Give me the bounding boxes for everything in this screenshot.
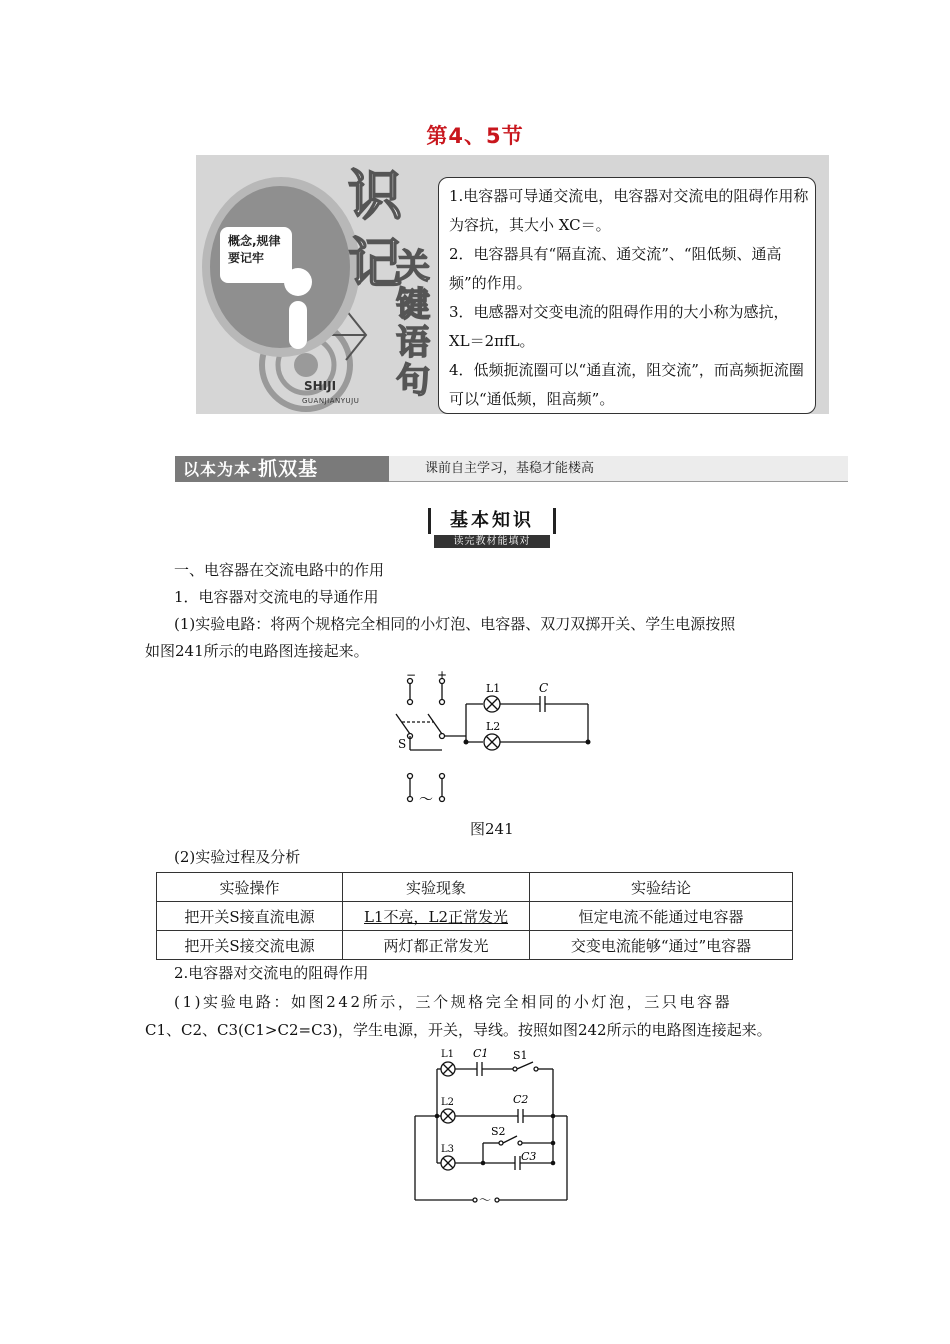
table-cell: 恒定电流不能通过电容器 — [530, 902, 793, 931]
paragraph-3-line-1: (1)实验电路：如图242所示，三个规格完全相同的小灯泡，三只电容器 — [174, 993, 733, 1011]
fig2-label-c2: C2 — [513, 1093, 529, 1106]
table-cell: L1不亮，L2正常发光 — [343, 902, 530, 931]
logo-text: SHIJI — [304, 379, 337, 393]
fig2-label-s2: S2 — [491, 1125, 506, 1138]
fig2-label-l1: L1 — [441, 1049, 455, 1060]
figure-242-circuit — [405, 1045, 580, 1210]
figure-241-circuit — [380, 670, 610, 810]
table-row — [157, 931, 793, 960]
fig2-label-c3: C3 — [521, 1150, 537, 1163]
section-bar — [175, 456, 848, 484]
fig2-label-ac: ～ — [479, 1193, 492, 1207]
person-body-icon — [289, 301, 307, 349]
fig1-label-s: S — [398, 737, 407, 751]
knowledge-subtitle: 读完教材能填对 — [434, 535, 550, 548]
bubble-line-1: 概念,规律 — [228, 234, 281, 248]
bubble-line-2: 要记牢 — [228, 251, 265, 265]
paragraph-1-line-1: (1)实验电路：将两个规格完全相同的小灯泡、电容器、双刀双掷开关、学生电源按照 — [174, 615, 736, 633]
section-label-part2: 抓双基 — [258, 458, 319, 480]
fig1-label-l2: L2 — [486, 720, 501, 733]
experiment-table — [156, 872, 793, 960]
fig2-label-l3: L3 — [441, 1144, 455, 1155]
table-header-row — [157, 873, 793, 902]
section-label-part1: 以本为本· — [183, 460, 259, 479]
fig1-label-l1: L1 — [486, 682, 501, 695]
vertical-char-3: 语 — [396, 323, 430, 363]
fig1-label-ac: ～ — [419, 792, 433, 808]
fig2-label-c1: C1 — [473, 1047, 489, 1060]
fig1-label-c: C — [539, 681, 549, 695]
table-header: 实验操作 — [157, 873, 343, 902]
table-cell: 把开关S接交流电源 — [157, 931, 343, 960]
table-cell: 交变电流能够“通过”电容器 — [530, 931, 793, 960]
fig2-label-s1: S1 — [513, 1049, 528, 1062]
key-points-banner — [196, 155, 829, 414]
paragraph-3-line-2: C1、C2、C3(C1>C2=C3)，学生电源，开关，导线。按照如图242所示的电路图连接起来。 — [145, 1021, 772, 1039]
heading-1: 一、电容器在交流电路中的作用 — [174, 561, 385, 579]
logo-subtext: GUANJIANYUJU — [302, 397, 360, 405]
fig1-label-plus: + — [437, 670, 448, 682]
person-head-icon — [284, 268, 312, 296]
table-header: 实验现象 — [343, 873, 530, 902]
figure-241-caption: 图241 — [470, 820, 514, 838]
key-point-1: 1.电容器可导通交流电，电容器对交流电的阻碍作用称为容抗，其大小 XC＝。 — [449, 187, 809, 234]
knowledge-box — [428, 508, 556, 548]
heading-1-2: 2.电容器对交流电的阻碍作用 — [174, 964, 369, 982]
table-row — [157, 902, 793, 931]
vertical-char-1: 关 — [396, 247, 430, 287]
table-cell: 两灯都正常发光 — [343, 931, 530, 960]
section-tagline: 课前自主学习，基稳才能楼高 — [389, 456, 848, 482]
speech-bubble — [220, 227, 292, 283]
paragraph-2: (2)实验过程及分析 — [174, 848, 301, 866]
big-char-ji: 记 — [348, 232, 402, 295]
key-point-4: 4．低频扼流圈可以“通直流，阻交流”，而高频扼流圈可以“通低频，阻高频”。 — [449, 361, 804, 408]
knowledge-title: 基本知识 — [428, 508, 556, 534]
heading-1-1: 1．电容器对交流电的导通作用 — [174, 588, 379, 606]
big-char-shi: 识 — [348, 164, 402, 227]
table-header: 实验结论 — [530, 873, 793, 902]
page-title: 第4、5节 — [426, 124, 524, 148]
paragraph-1-line-2: 如图241所示的电路图连接起来。 — [145, 642, 369, 660]
section-label — [175, 456, 389, 482]
vertical-char-2: 键 — [396, 285, 430, 325]
key-point-2: 2．电容器具有“隔直流、通交流”、“阻低频、通高频”的作用。 — [449, 245, 782, 292]
key-points-box — [438, 177, 816, 414]
key-point-3: 3．电感器对交变电流的阻碍作用的大小称为感抗，XL＝2πfL。 — [449, 303, 789, 350]
fig2-label-l2: L2 — [441, 1097, 455, 1108]
fig1-label-minus: − — [406, 670, 417, 682]
vertical-char-4: 句 — [396, 361, 430, 401]
table-cell: 把开关S接直流电源 — [157, 902, 343, 931]
